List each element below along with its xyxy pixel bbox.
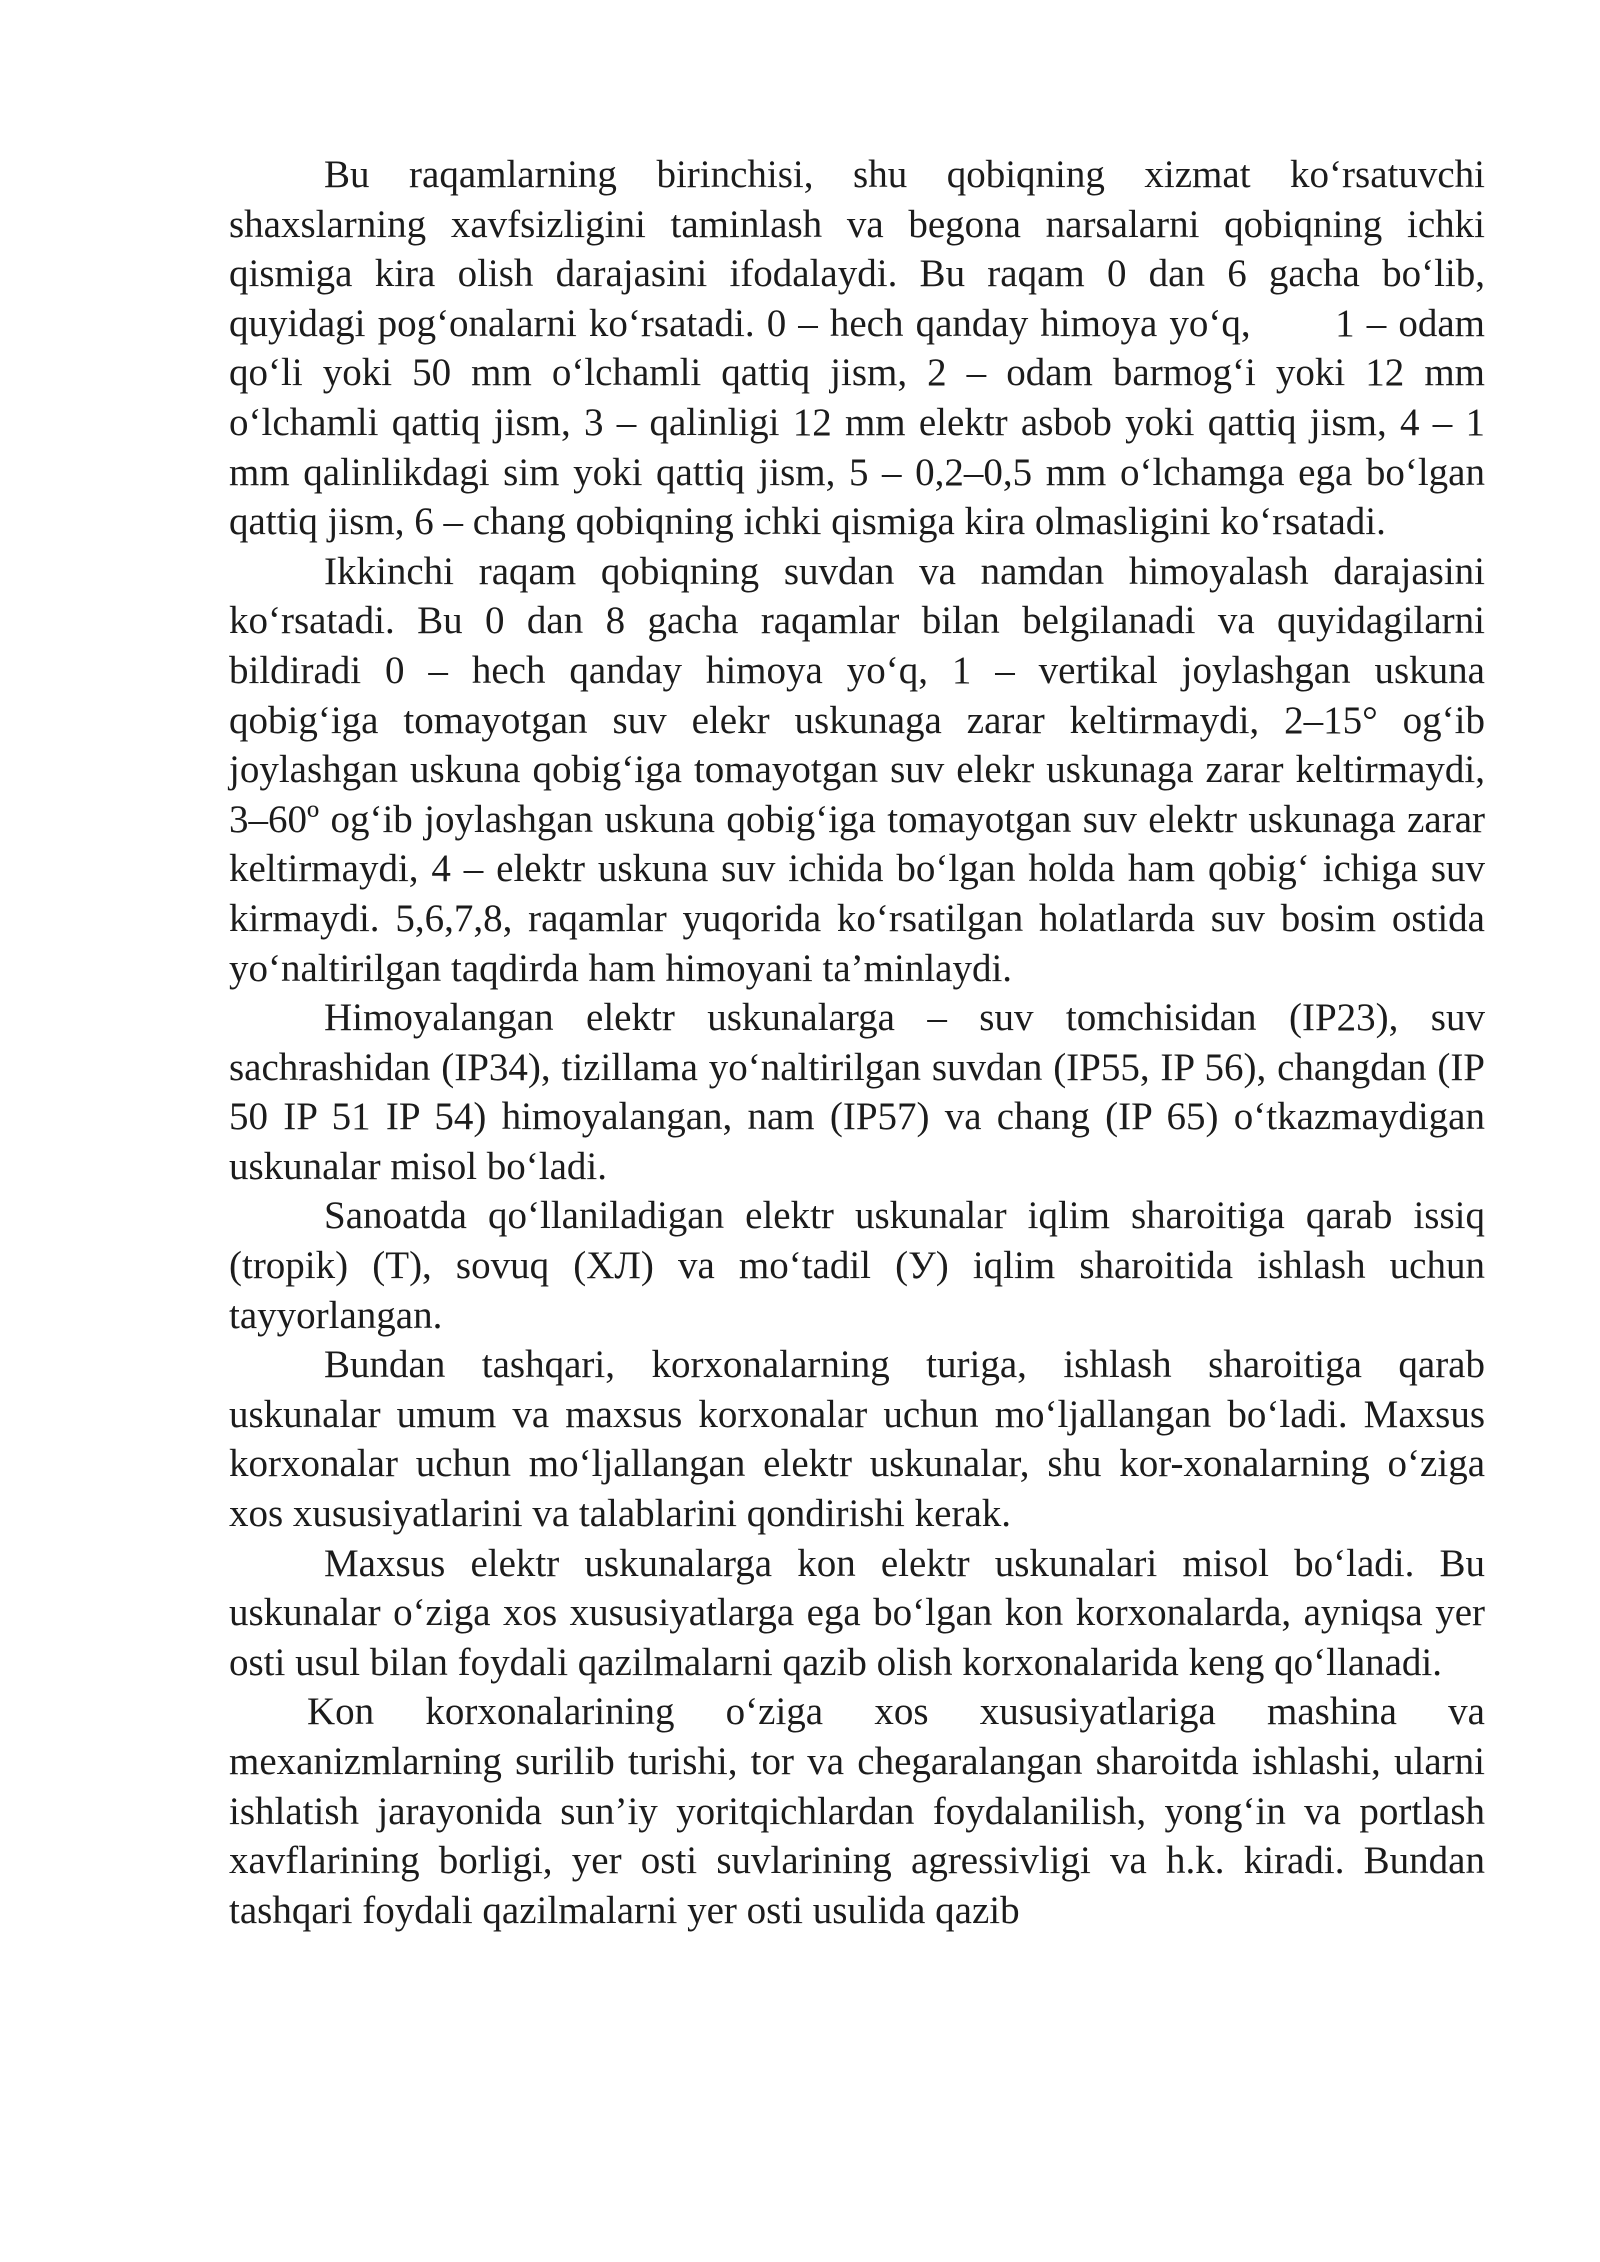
paragraph-general-special-equipment: Bundan tashqari, korxonalarning turiga, ishlash sharoitiga qarab uskunalar umum va maxsus korxonalar uchun mo‘ljallangan bo‘ladi. Maxsus korxonalar uchun mo‘ljallangan elektr uskunalar, shu kor-xonalarning o‘ziga xos xususiyatlarini va talablarini qondirishi kerak. (229, 1343, 1485, 1536)
paragraph-protection-first-digit: Bu raqamlarning birinchisi, shu qobiqning xizmat ko‘rsatuvchi shaxslarning xavfsizligini taminlash va begona narsalarni qobiqning ichki qismiga kira olish darajasini ifodalaydi. Bu raqam 0 dan 6 gacha bo‘lib, quyidagi pog‘onalarni ko‘rsatadi. 0 – hech qanday himoya yo‘q, 1 – odam qo‘li yoki 50 mm o‘lchamli qattiq jism, 2 – odam barmog‘i yoki 12 mm o‘lchamli qattiq jism, 3 – qalinligi 12 mm elektr asbob yoki qattiq jism, 4 – 1 mm qalinlikdagi sim yoki qattiq jism, 5 – 0,2–0,5 mm o‘lchamga ega bo‘lgan qattiq jism, 6 – chang qobiqning ichki qismiga kira olmasligini ko‘rsatadi. (229, 153, 1485, 544)
paragraph-protected-equipment-examples: Himoyalangan elektr uskunalarga – suv tomchisidan (IP23), suv sachrashidan (IP34), tizillama yo‘naltirilgan suvdan (IP55, IP 56), changdan (IP 50 IP 51 IP 54) himoyalangan, nam (IP57) va chang (IP 65) o‘tkazmaydigan uskunalar misol bo‘ladi. (229, 996, 1485, 1188)
paragraph-mining-features: Kon korxonalarining o‘ziga xos xususiyatlariga mashina va mexanizmlarning surilib turishi, tor va chegaralangan sharoitda ishlashi, ularni ishlatish jarayonida sun’iy yoritqichlardan foydalanilish, yong‘in va portlash xavflarining borligi, yer osti suvlarining agressivligi va h.k. kiradi. Bundan tashqari foydali qazilmalarni yer osti usulida qazib (229, 1690, 1485, 1932)
paragraph-climate-conditions: Sanoatda qo‘llaniladigan elektr uskunalar iqlim sharoitiga qarab issiq (tropik) (Т), sovuq (ХЛ) va mo‘tadil (У) iqlim sharoitida ishlash uchun tayyorlangan. (229, 1194, 1485, 1337)
paragraph-protection-second-digit: Ikkinchi raqam qobiqning suvdan va namdan himoyalash darajasini ko‘rsatadi. Bu 0 dan 8 gacha raqamlar bilan belgilanadi va quyidagilarni bildiradi 0 – hech qanday himoya yo‘q, 1 – vertikal joylashgan uskuna qobig‘iga tomayotgan suv elekr uskunaga zarar keltirmaydi, 2–15° og‘ib joylashgan uskuna qobig‘iga tomayotgan suv elekr uskunaga zarar keltirmaydi, 3–60º og‘ib joylashgan uskuna qobig‘iga tomayotgan suv elektr uskunaga zarar keltirmaydi, 4 – elektr uskuna suv ichida bo‘lgan holda ham qobig‘ ichiga suv kirmaydi. 5,6,7,8, raqamlar yuqorida ko‘rsatilgan holatlarda suv bosim ostida yo‘naltirilgan taqdirda ham himoyani ta’minlaydi. (229, 549, 1485, 990)
document-page (229, 150, 1485, 1935)
paragraph-mining-equipment: Maxsus elektr uskunalarga kon elektr uskunalari misol bo‘ladi. Bu uskunalar o‘ziga xos xususiyatlarga ega bo‘lgan kon korxonalarda, ayniqsa yer osti usul bilan foydali qazilmalarni qazib olish korxonalarida keng qo‘llanadi. (229, 1541, 1485, 1684)
